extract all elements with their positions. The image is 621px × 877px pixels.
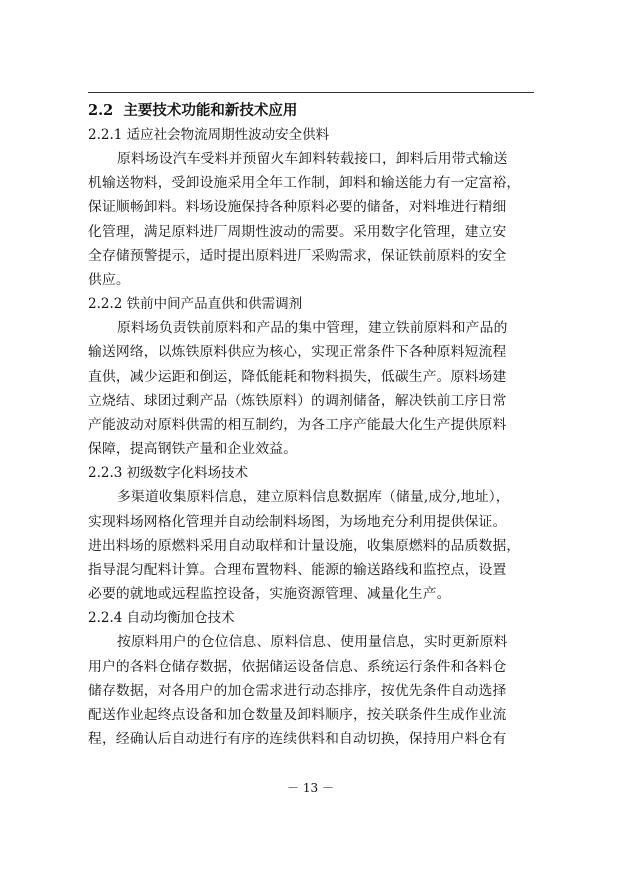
paragraph-line: 指导混匀配料计算。合理布置物料、能源的输送路线和监控点，设置	[88, 562, 507, 579]
paragraph-line: 供应。	[88, 272, 130, 289]
document-body	[88, 99, 534, 751]
paragraph-line: 原料场设汽车受料并预留火车卸料转载接口，卸料后用带式输送	[117, 151, 508, 167]
subsection-heading: 2.2.3 初级数字化料场技术	[88, 465, 249, 482]
paragraph	[88, 316, 534, 461]
paragraph-line: 用户的各料仓储存数据，依据储运设备信息、系统运行条件和各料仓	[88, 658, 507, 675]
paragraph-line: 机输送物料，受卸设施采用全年工作制，卸料和输送能力有一定富裕，	[88, 175, 521, 192]
section-title-text: 主要技术功能和新技术应用	[123, 102, 298, 119]
paragraph-line: 原料场负责铁前原料和产品的集中管理，建立铁前原料和产品的	[117, 320, 508, 337]
section-title	[88, 99, 534, 123]
paragraph-line: 实现料场网格化管理并自动绘制料场图，为场地充分利用提供保证。	[88, 513, 507, 530]
paragraph	[88, 147, 534, 292]
paragraph-line: 必要的就地或远程监控设备，实施资源管理、减量化生产。	[88, 586, 451, 603]
paragraph-line: 按原料用户的仓位信息、原料信息、使用量信息，实时更新原料	[117, 634, 508, 651]
paragraph-line: 进出料场的原燃料采用自动取样和计量设施，收集原燃料的品质数据，	[88, 537, 521, 554]
paragraph-line: 直供，减少运距和倒运，降低能耗和物料损失，低碳生产。原料场建	[88, 368, 507, 385]
subsection-heading: 2.2.2 铁前中间产品直供和供需调剂	[88, 296, 303, 313]
paragraph-line: 立烧结、球团过剩产品（炼铁原料）的调剂储备，解决铁前工序日常	[88, 392, 507, 409]
paragraph-line: 多渠道收集原料信息，建立原料信息数据库（储量,成分,地址），	[117, 489, 510, 506]
paragraph-line: 产能波动对原料供需的相互制约，为各工序产能最大化生产提供原料	[88, 417, 507, 434]
paragraph-line: 全存储预警提示，适时提出原料进厂采购需求，保证铁前原料的安全	[88, 247, 507, 264]
subsection-heading: 2.2.4 自动均衡加仓技术	[88, 610, 235, 627]
section-number: 2.2	[88, 102, 114, 119]
page-number: － 13 －	[287, 781, 334, 795]
paragraph-line: 化管理，满足原料进厂周期性波动的需要。采用数字化管理，建立安	[88, 223, 507, 240]
paragraph	[88, 485, 534, 606]
paragraph-line: 储存数据，对各用户的加仓需求进行动态排序，按优先条件自动选择	[88, 682, 507, 699]
subsection-list	[88, 123, 534, 751]
paragraph	[88, 630, 534, 751]
paragraph-line: 输送网络，以炼铁原料供应为核心，实现正常条件下各种原料短流程	[88, 344, 507, 361]
paragraph-line: 配送作业起终点设备和加仓数量及卸料顺序，按关联条件生成作业流	[88, 707, 507, 724]
header-rule	[88, 92, 534, 93]
paragraph-line: 程，经确认后自动进行有序的连续供料和自动切换，保持用户料仓有	[88, 731, 507, 748]
paragraph-line: 保证顺畅卸料。料场设施保持各种原料必要的储备，对料堆进行精细	[88, 199, 507, 216]
subsection-heading: 2.2.1 适应社会物流周期性波动安全供料	[88, 127, 330, 143]
paragraph-line: 保障，提高钢铁产量和企业效益。	[88, 441, 298, 458]
